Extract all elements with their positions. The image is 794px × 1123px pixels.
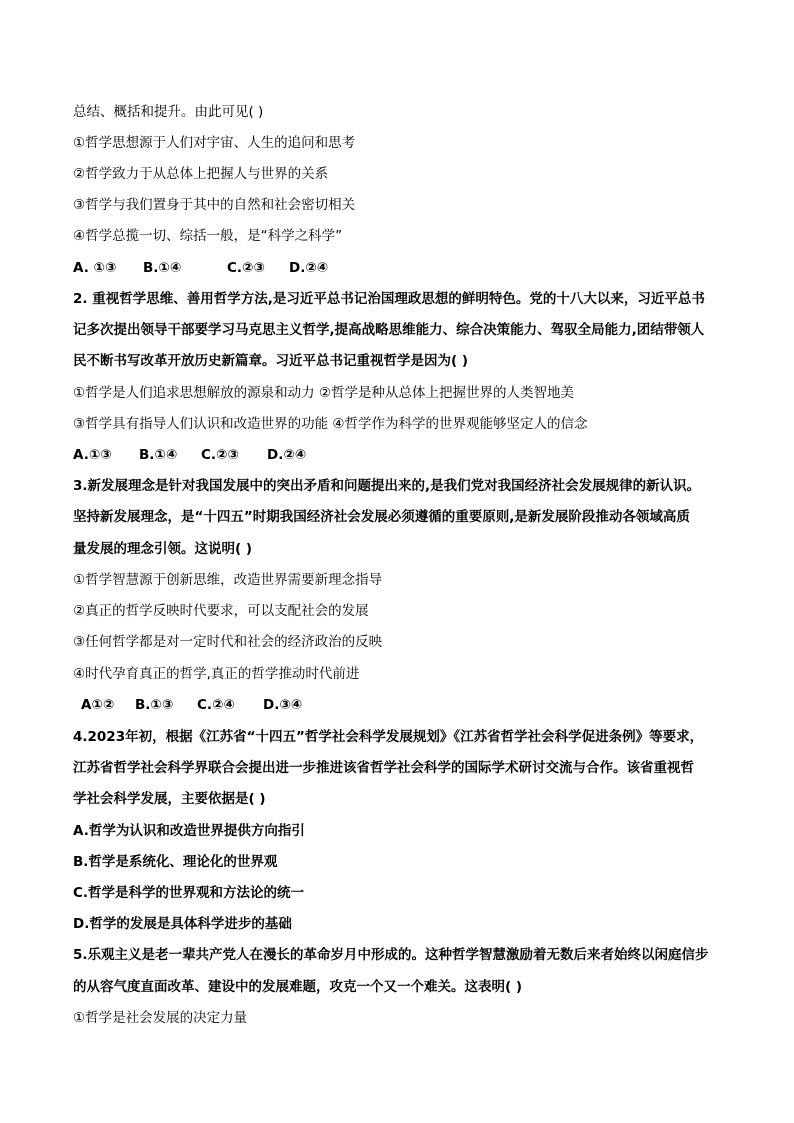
q2-option-a: A.①③ — [73, 447, 112, 463]
q2-statements-line-1: ①哲学是人们追求思想解放的源泉和动力 ②哲学是种从总体上把握世界的人类智地美 — [73, 385, 574, 401]
q3-stem-line-3: 量发展的理念引领。这说明( ) — [73, 541, 253, 557]
q3-statement-1: ①哲学智慧源于创新思维，改造世界需要新理念指导 — [73, 572, 383, 588]
q1-option-a: A. ①③ — [73, 260, 117, 276]
q4-stem-line-2: 江苏省哲学社会科学界联合会提出进一步推进该省哲学社会科学的国际学术研讨交流与合作。该省重视哲 — [73, 760, 694, 776]
q2-option-d: D.②④ — [267, 447, 307, 463]
q4-choice-c: C.哲学是科学的世界观和方法论的统一 — [73, 885, 305, 901]
q3-option-d: D.③④ — [263, 697, 303, 713]
q2-option-c: C.②③ — [201, 447, 239, 463]
q2-stem-line-1: 2. 重视哲学思维、善用哲学方法,是习近平总书记治国理政思想的鲜明特色。党的十八大以来，习近平总书 — [73, 291, 705, 307]
q3-stem-line-2: 坚持新发展理念，是“十四五”时期我国经济社会发展必须遵循的重要原则,是新发展阶段推动各领域高质 — [73, 509, 690, 525]
q2-statements-line-2: ③哲学具有指导人们认识和改造世界的功能 ④哲学作为科学的世界观能够坚定人的信念 — [73, 416, 588, 432]
q5-statement-1: ①哲学是社会发展的决定力量 — [73, 1010, 248, 1026]
q1-statement-3: ③哲学与我们置身于其中的自然和社会密切相关 — [73, 197, 356, 213]
q3-statement-2: ②真正的哲学反映时代要求，可以支配社会的发展 — [73, 603, 369, 619]
q4-stem-line-3: 学社会科学发展，主要依据是( ) — [73, 791, 266, 807]
q1-option-c: C.②③ — [227, 260, 265, 276]
q5-stem-line-2: 的从容气度直面改革、建设中的发展难题，攻克一个又一个难关。这表明( ) — [73, 979, 523, 995]
q3-options — [81, 695, 302, 715]
q3-stem-line-1: 3.新发展理念是针对我国发展中的突出矛盾和问题提出来的,是我们党对我国经济社会发展规律的新认识。 — [73, 478, 701, 494]
q3-statement-4: ④时代孕育真正的哲学,真正的哲学推动时代前进 — [73, 666, 360, 682]
q4-stem-line-1: 4.2023年初，根据《江苏省“十四五”哲学社会科学发展规划》《江苏省哲学社会科学促进条例》等要求， — [73, 729, 704, 745]
q4-choice-d: D.哲学的发展是具体科学进步的基础 — [73, 916, 292, 932]
q1-statement-4: ④哲学总揽一切、综括一般，是“科学之科学” — [73, 228, 343, 244]
q1-options — [73, 258, 328, 278]
q1-option-d: D.②④ — [289, 260, 329, 276]
q2-options — [73, 445, 306, 465]
q5-stem-line-1: 5.乐观主义是老一辈共产党人在漫长的革命岁月中形成的。这种哲学智慧激励着无数后来者始终以闲庭信步 — [73, 947, 709, 963]
q3-option-b: B.①③ — [135, 697, 174, 713]
q4-choice-a: A.哲学为认识和改造世界提供方向指引 — [73, 823, 305, 839]
q2-stem-line-2: 记多次提出领导干部要学习马克思主义哲学,提高战略思维能力、综合决策能力、驾驭全局能力,团结带领人 — [73, 322, 705, 338]
q1-option-b: B.①④ — [143, 260, 182, 276]
q3-option-a: A①② — [81, 697, 115, 713]
q1-statement-1: ①哲学思想源于人们对宇宙、人生的追问和思考 — [73, 135, 356, 151]
q3-option-c: C.②④ — [197, 697, 235, 713]
q1-stem-tail: 总结、概括和提升。由此可见( ) — [73, 104, 264, 120]
q2-option-b: B.①④ — [139, 447, 178, 463]
q4-choice-b: B.哲学是系统化、理论化的世界观 — [73, 854, 278, 870]
q1-statement-2: ②哲学致力于从总体上把握人与世界的关系 — [73, 166, 329, 182]
q2-stem-line-3: 民不断书写改革开放历史新篇章。习近平总书记重视哲学是因为( ) — [73, 353, 469, 369]
q3-statement-3: ③任何哲学都是对一定时代和社会的经济政治的反映 — [73, 634, 383, 650]
